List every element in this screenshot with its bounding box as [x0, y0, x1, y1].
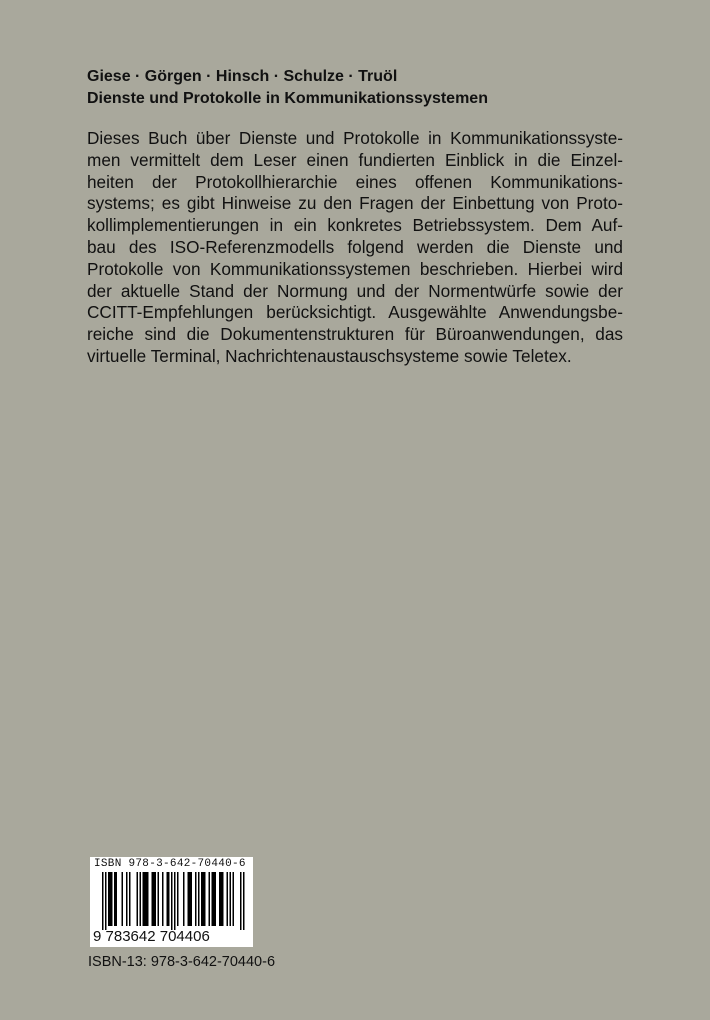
barcode-bar: [116, 872, 118, 926]
barcode-bar: [222, 872, 224, 926]
barcode-bar: [188, 872, 190, 926]
barcode-bar: [240, 872, 242, 930]
barcode-bar: [143, 872, 145, 926]
isbn-13: ISBN-13: 978-3-642-70440-6: [88, 954, 276, 970]
book-title: Dienste und Protokolle in Kommunikationssystemen: [87, 90, 488, 107]
barcode-image: [90, 872, 253, 930]
description-line: CCITT-Empfehlungen berücksichtigt. Ausgewählte Anwendungsbe-: [87, 302, 623, 323]
barcode-digits: 9 783642 704406: [93, 928, 210, 945]
barcode-bar: [201, 872, 203, 926]
barcode-bar: [110, 872, 112, 926]
barcode-bar: [219, 872, 221, 926]
barcode-isbn-label: ISBN 978-3-642-70440-6: [94, 858, 246, 870]
barcode-bar: [221, 872, 223, 926]
description-line: bau des ISO-Referenzmodells folgend werden die Dienste und: [87, 236, 623, 257]
authors: Giese · Görgen · Hinsch · Schulze · Truöl: [87, 68, 398, 85]
barcode-bar: [230, 872, 232, 926]
barcode-bar: [111, 872, 113, 926]
barcode-bar: [122, 872, 124, 926]
description: [87, 128, 623, 368]
description-line: reiche sind die Dokumentenstrukturen für Büroanwendungen, das: [87, 324, 623, 345]
description-line: der aktuelle Stand der Normung und der Normentwürfe sowie der: [87, 280, 623, 301]
barcode-bar: [177, 872, 179, 926]
barcode-bar: [102, 872, 104, 930]
barcode-bar: [171, 872, 173, 930]
description-line: heiten der Protokollhierarchie eines offenen Kommunikations-: [87, 171, 623, 192]
barcode-bar: [189, 872, 191, 926]
barcode-bar: [195, 872, 197, 926]
barcode-panel: [90, 857, 253, 947]
description-line: Protokolle von Kommunikationssystemen beschrieben. Hierbei wird: [87, 258, 623, 279]
barcode-bar: [140, 872, 142, 926]
barcode-bar: [153, 872, 155, 926]
description-line: systems; es gibt Hinweise zu den Fragen der Einbettung von Proto-: [87, 193, 623, 214]
barcode-bar: [183, 872, 185, 926]
barcode-bar: [233, 872, 235, 926]
barcode-bar: [212, 872, 214, 926]
barcode-bar: [162, 872, 164, 926]
barcode-bar: [126, 872, 128, 926]
description-line: men vermittelt dem Leser einen fundierten Einblick in die Einzel-: [87, 149, 623, 170]
barcode-bar: [105, 872, 107, 930]
barcode-bar: [209, 872, 211, 926]
barcode-bar: [168, 872, 170, 926]
description-line: virtuelle Terminal, Nachrichtenaustauschsysteme sowie Teletex.: [87, 345, 572, 366]
barcode-bar: [155, 872, 157, 926]
barcode-bar: [129, 872, 131, 926]
barcode-bar: [147, 872, 149, 926]
barcode-bar: [213, 872, 215, 926]
barcode-bar: [227, 872, 229, 926]
barcode-bar: [215, 872, 217, 926]
barcode-bar: [204, 872, 206, 926]
barcode-bar: [152, 872, 154, 926]
barcode-bar: [108, 872, 110, 926]
barcode-bar: [158, 872, 160, 926]
barcode-bar: [191, 872, 193, 926]
barcode-bar: [137, 872, 139, 926]
barcode-bar: [167, 872, 169, 926]
barcode-bar: [144, 872, 146, 926]
description-line: Dieses Buch über Dienste und Protokolle in Kommunikationssyste-: [87, 128, 623, 148]
description-line: kollimplementierungen in ein konkretes Betriebssystem. Dem Auf-: [87, 215, 623, 236]
barcode-bar: [243, 872, 245, 930]
barcode-bar: [114, 872, 116, 926]
barcode-bar: [198, 872, 200, 926]
barcode-bar: [174, 872, 176, 930]
barcode-bar: [146, 872, 148, 926]
barcode-bar: [203, 872, 205, 926]
